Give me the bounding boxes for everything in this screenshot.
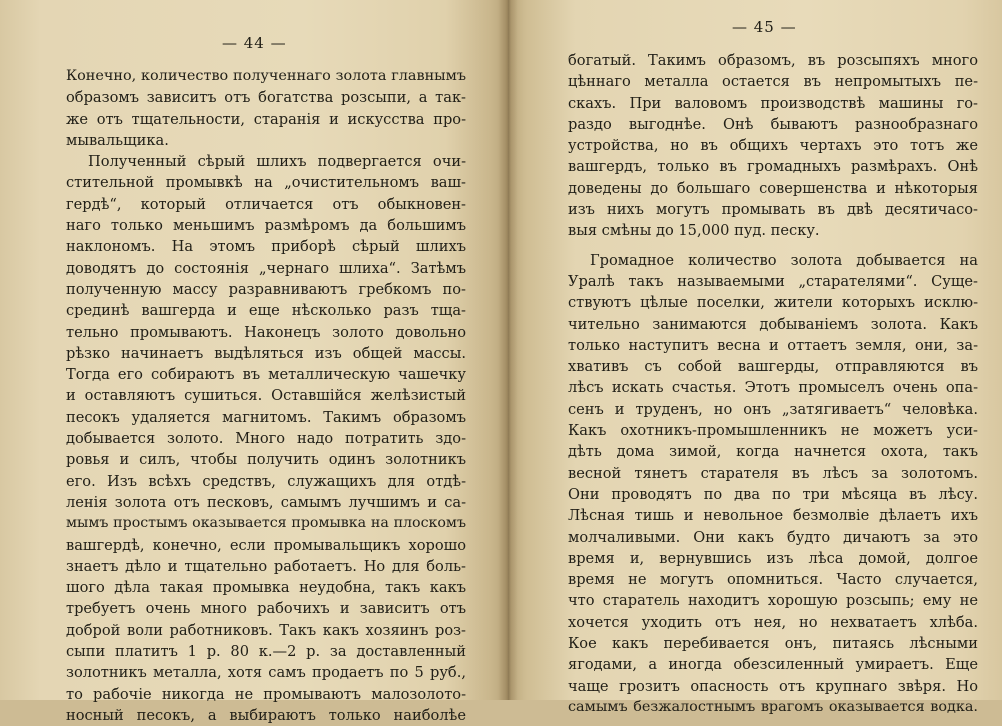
text-line: носный песокъ, а выбираютъ только наиболѣе	[66, 706, 466, 724]
text-line: требуетъ очень много рабочихъ и зависитъ отъ	[66, 600, 466, 618]
text-line: чаще грозитъ опасность отъ крупнаго звѣря. Но	[568, 677, 978, 695]
page-number-left: — 44 —	[222, 34, 287, 52]
text-line: золотникъ металла, хотя самъ продаетъ по 5 руб.,	[66, 664, 466, 682]
text-line: мывальщика.	[66, 131, 169, 149]
text-line: ровья и силъ, чтобы получить одинъ золотникъ	[66, 451, 466, 469]
text-line: Конечно, количество полученнаго золота главнымъ	[66, 68, 466, 84]
text-line: тельно промываютъ. Наконецъ золото довольно	[66, 323, 466, 341]
text-line: мымъ простымъ оказывается промывка на плоскомъ	[66, 515, 466, 532]
text-line: рѣзко начинаетъ выдѣляться изъ общей массы.	[66, 344, 466, 362]
text-line: Тогда его собираютъ въ металлическую чашечку	[66, 366, 466, 384]
text-line: доброй воли работниковъ. Такъ какъ хозяинъ роз-	[66, 621, 466, 639]
text-line: наклономъ. На этомъ приборѣ сѣрый шлихъ	[66, 238, 466, 256]
text-line: Кое какъ перебивается онъ, питаясь лѣсными	[568, 635, 978, 653]
text-line: то рабочіе никогда не промываютъ малозолото-	[66, 685, 466, 703]
text-line: срединѣ вашгерда и еще нѣсколько разъ тща-	[66, 302, 466, 320]
text-line: скахъ. При валовомъ производствѣ машины го-	[568, 94, 978, 112]
text-line: вашгердъ, только въ громадныхъ размѣрахъ. Онѣ	[568, 158, 978, 176]
text-line: устройства, но въ общихъ чертахъ это тотъ же	[568, 137, 978, 155]
text-line: его. Изъ всѣхъ средствъ, служащихъ для отдѣ-	[66, 472, 466, 490]
text-line: гердѣ“, который отличается отъ обыкновен-	[66, 195, 466, 213]
text-line: время не могутъ опомниться. Часто случается,	[568, 571, 978, 589]
text-line: весной тянетъ старателя въ лѣсъ за золотомъ.	[568, 464, 978, 482]
text-line: образомъ зависитъ отъ богатства розсыпи, а так-	[66, 89, 466, 107]
text-line: лѣсъ искать счастья. Этотъ промыселъ очень опа-	[568, 379, 978, 397]
text-line: добывается золото. Много надо потратить здо-	[66, 430, 466, 448]
text-line: доводятъ до состоянія „чернаго шлиха“. Затѣмъ	[66, 259, 466, 277]
text-line: только наступитъ весна и оттаетъ земля, они, за-	[568, 336, 978, 354]
text-line: молчаливыми. Они какъ будто дичаютъ за это	[568, 528, 978, 546]
text-line: сыпи платитъ 1 р. 80 к.—2 р. за доставленный	[66, 643, 466, 661]
text-line: хочется уходить отъ нея, но нехватаетъ хлѣба.	[568, 613, 978, 631]
text-line: Они проводятъ по два по три мѣсяца въ лѣсу.	[568, 485, 978, 503]
text-line: же отъ тщательности, старанія и искусства про-	[66, 110, 466, 128]
text-line: Уралѣ такъ называемыми „старателями“. Суще-	[568, 272, 978, 290]
text-line: шого дѣла такая промывка неудобна, такъ какъ	[66, 579, 466, 597]
text-line: ствуютъ цѣлые поселки, жители которыхъ исклю-	[568, 294, 978, 312]
text-line: песокъ удаляется магнитомъ. Такимъ образомъ	[66, 408, 466, 426]
text-line: Громадное количество золота добывается на	[590, 251, 978, 269]
text-line: дѣть дома зимой, когда начнется охота, такъ	[568, 443, 978, 461]
text-line: стительной промывкѣ на „очистительномъ ваш-	[66, 174, 466, 192]
text-line: и оставляютъ сушиться. Оставшійся желѣзистый	[66, 387, 466, 405]
text-line: Лѣсная тишь и невольное безмолвіе дѣлаетъ ихъ	[568, 507, 978, 525]
paragraph-gap	[568, 242, 978, 250]
page-number-right: — 45 —	[732, 18, 797, 36]
text-line: полученную массу разравниваютъ гребкомъ по-	[66, 280, 466, 298]
text-line: богатый. Такимъ образомъ, въ розсыпяхъ много	[568, 52, 978, 69]
text-line: цѣннаго металла остается въ непромытыхъ пе-	[568, 73, 978, 91]
text-line: изъ нихъ могутъ промывать въ двѣ десятичасо-	[568, 201, 978, 219]
text-line: раздо выгоднѣе. Онѣ бываютъ разнообразнаго	[568, 115, 978, 133]
text-line: время и, вернувшись изъ лѣса домой, долгое	[568, 549, 978, 567]
left-page-text	[66, 66, 466, 726]
text-line: доведены до большаго совершенства и нѣкоторыя	[568, 179, 978, 197]
text-line: Какъ охотникъ-промышленникъ не можетъ уси-	[568, 422, 978, 440]
text-line: хвативъ съ собой вашгерды, отправляются въ	[568, 358, 978, 376]
text-line: наго только меньшимъ размѣромъ да большимъ	[66, 217, 466, 235]
right-page	[506, 0, 1002, 715]
text-line: знаетъ дѣло и тщательно работаетъ. Но для боль-	[66, 557, 466, 575]
right-page-text	[568, 50, 978, 718]
text-line: сенъ и труденъ, но онъ „затягиваетъ“ человѣка.	[568, 400, 978, 418]
text-line: вашгердѣ, конечно, если промывальщикъ хорошо	[66, 536, 466, 554]
book-gutter	[498, 0, 518, 700]
text-line: что старатель находитъ хорошую розсыпь; ему не	[568, 592, 978, 610]
text-line: самымъ безжалостнымъ врагомъ оказывается водка.	[568, 698, 978, 715]
text-line: чительно занимаются добываніемъ золота. Какъ	[568, 315, 978, 333]
text-line: выя смѣны до 15,000 пуд. песку.	[568, 222, 820, 240]
text-line: ленія золота отъ песковъ, самымъ лучшимъ и са-	[66, 493, 466, 511]
text-line: ягодами, а иногда обезсиленный умираетъ. Еще	[568, 656, 978, 674]
text-line: Полученный сѣрый шлихъ подвергается очи-	[88, 153, 466, 171]
